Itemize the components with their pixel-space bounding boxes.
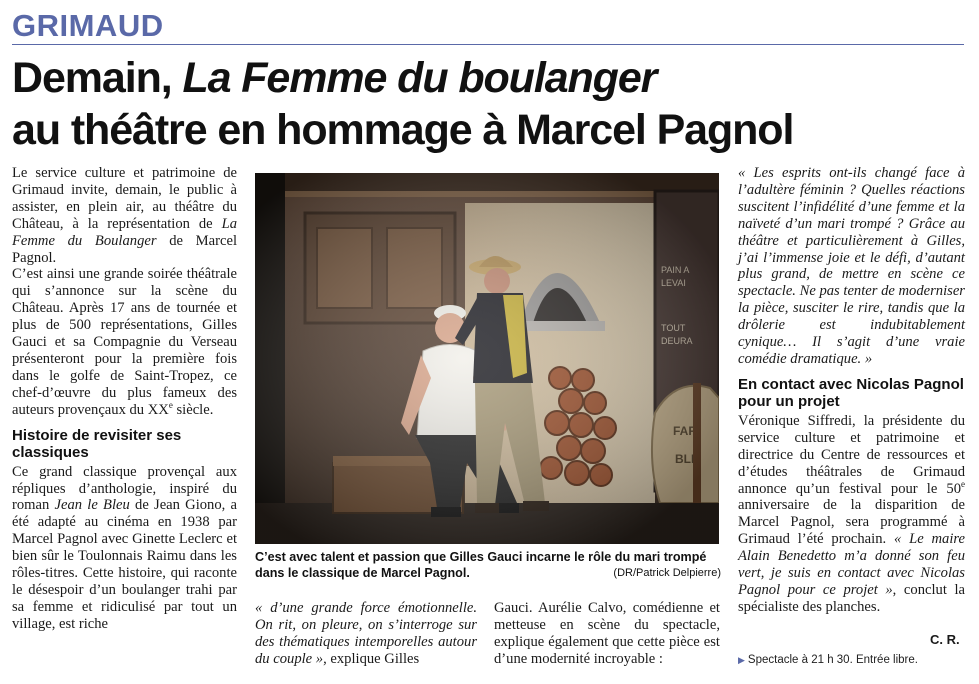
headline-line-1 xyxy=(12,52,972,104)
footnote-text: Spectacle à 21 h 30. Entrée libre. xyxy=(747,654,918,666)
text-run: Véronique Siffredi, la présidente du service culture et patrimoine et directrice du Centre de ressources et d’études théâtrales de Grimaud annonce qu’un festival pour le 50 xyxy=(738,412,965,497)
article-column-1 xyxy=(12,165,237,633)
author-signature: C. R. xyxy=(930,632,960,647)
event-footnote xyxy=(738,654,918,666)
text-run: de Marcel Pagnol. xyxy=(12,232,237,266)
text-run: , explique Gilles xyxy=(323,650,420,667)
section-label: GRIMAUD xyxy=(12,8,164,43)
play-title-italic: La Femme du Boulanger xyxy=(12,215,237,249)
headline-line-2: au théâtre en hommage à Marcel Pagnol xyxy=(12,106,794,154)
paragraph-soiree xyxy=(12,266,237,418)
quote-italic: « d’une grande force émotionnelle. On rit, on pleure, on s’interroge sur des thématiques intemporelles autour du couple » xyxy=(255,600,477,667)
photo-caption xyxy=(255,549,721,581)
headline-part-1: Demain, xyxy=(12,54,183,102)
photo-credit: (DR/Patrick Delpierre) xyxy=(613,567,721,579)
stage-scene-illustration xyxy=(255,173,719,544)
paragraph-quote-gauci xyxy=(255,600,477,668)
paragraph-calvo: Gauci. Aurélie Calvo, comédienne et metteuse en scène du spectacle, explique également que cette pièce est d’une modernité incroyable : xyxy=(494,600,720,667)
superscript: e xyxy=(961,478,965,489)
quote-italic: « Le maire Alain Benedetto m’a donné son feu vert, je suis en contact avec Nicolas Pagnol pour ce projet » xyxy=(738,531,965,598)
subheading-contact: En contact avec Nicolas Pagnol pour un projet xyxy=(738,375,964,410)
triangle-bullet-icon: ▶ xyxy=(738,655,745,665)
novel-title-italic: Jean le Bleu xyxy=(54,497,130,514)
text-run: Ce grand classique provençal aux répliques d’anthologie, inspiré du roman xyxy=(12,463,237,514)
caption-text: C’est avec talent et passion que Gilles Gauci incarne le rôle du mari trompé dans le classique de Marcel Pagnol. xyxy=(255,550,707,580)
paragraph-festival xyxy=(738,413,965,616)
paragraph-intro xyxy=(12,165,237,266)
article-column-3 xyxy=(494,600,720,668)
article-column-4 xyxy=(738,165,965,616)
text-run: , conclut la spécialiste des planches. xyxy=(738,581,965,615)
subheading-revisiter: Histoire de revisiter ses classiques xyxy=(12,426,182,461)
text-run: de Jean Giono, a été adapté au cinéma en 1938 par Marcel Pagnol avec Ginette Leclerc et bien sûr le Toulonnais Raimu dans les rôles-titres. Cette histoire, qui raconte le désespoir d’un boulanger trahi par sa femme et ridiculisé par tout un village, est riche xyxy=(12,497,238,632)
section-rule xyxy=(12,44,964,45)
paragraph-classique xyxy=(12,464,237,633)
superscript: e xyxy=(168,399,173,410)
text-run: Le service culture et patrimoine de Grimaud invite, demain, le public à assister, en plein air, au théâtre du Château, à la représentation de xyxy=(12,165,237,232)
article-photo xyxy=(255,173,719,544)
headline-play-title: La Femme du boulanger xyxy=(182,54,657,102)
text-run: siècle. xyxy=(172,401,214,418)
article-column-2 xyxy=(255,600,477,668)
headline xyxy=(12,52,972,156)
text-run: anniversaire de la disparition de Marcel Pagnol, sera programmé à Grimaud l’été prochain. xyxy=(738,497,965,548)
paragraph-quote-calvo: « Les esprits ont-ils changé face à l’adultère féminin ? Quelles réactions suscitent l’infidélité d’une femme et la naïveté d’un mari trompé ? Grâce au théâtre et particulièrement à Gilles, j’ai l’immense joie et le défi, d’autant plus grand, de mettre en scène ce spectacle. Ne pas tenter de moderniser la pièce, susciter le rire, tandis que la drôlerie est indubitablement cynique… Il s’agit d’une vraie comédie dramatique. » xyxy=(738,165,965,367)
text-run: C’est ainsi une grande soirée théâtrale qui s’annonce sur la scène du Château. Après 17 ans de tournée et plus de 500 représentations, Gilles Gauci et sa Compagnie du Verseau présenteront pour la première fois dans le golfe de Saint-Tropez, ce chef-d’œuvre du plus fameux des auteurs provençaux du XX xyxy=(12,266,237,418)
